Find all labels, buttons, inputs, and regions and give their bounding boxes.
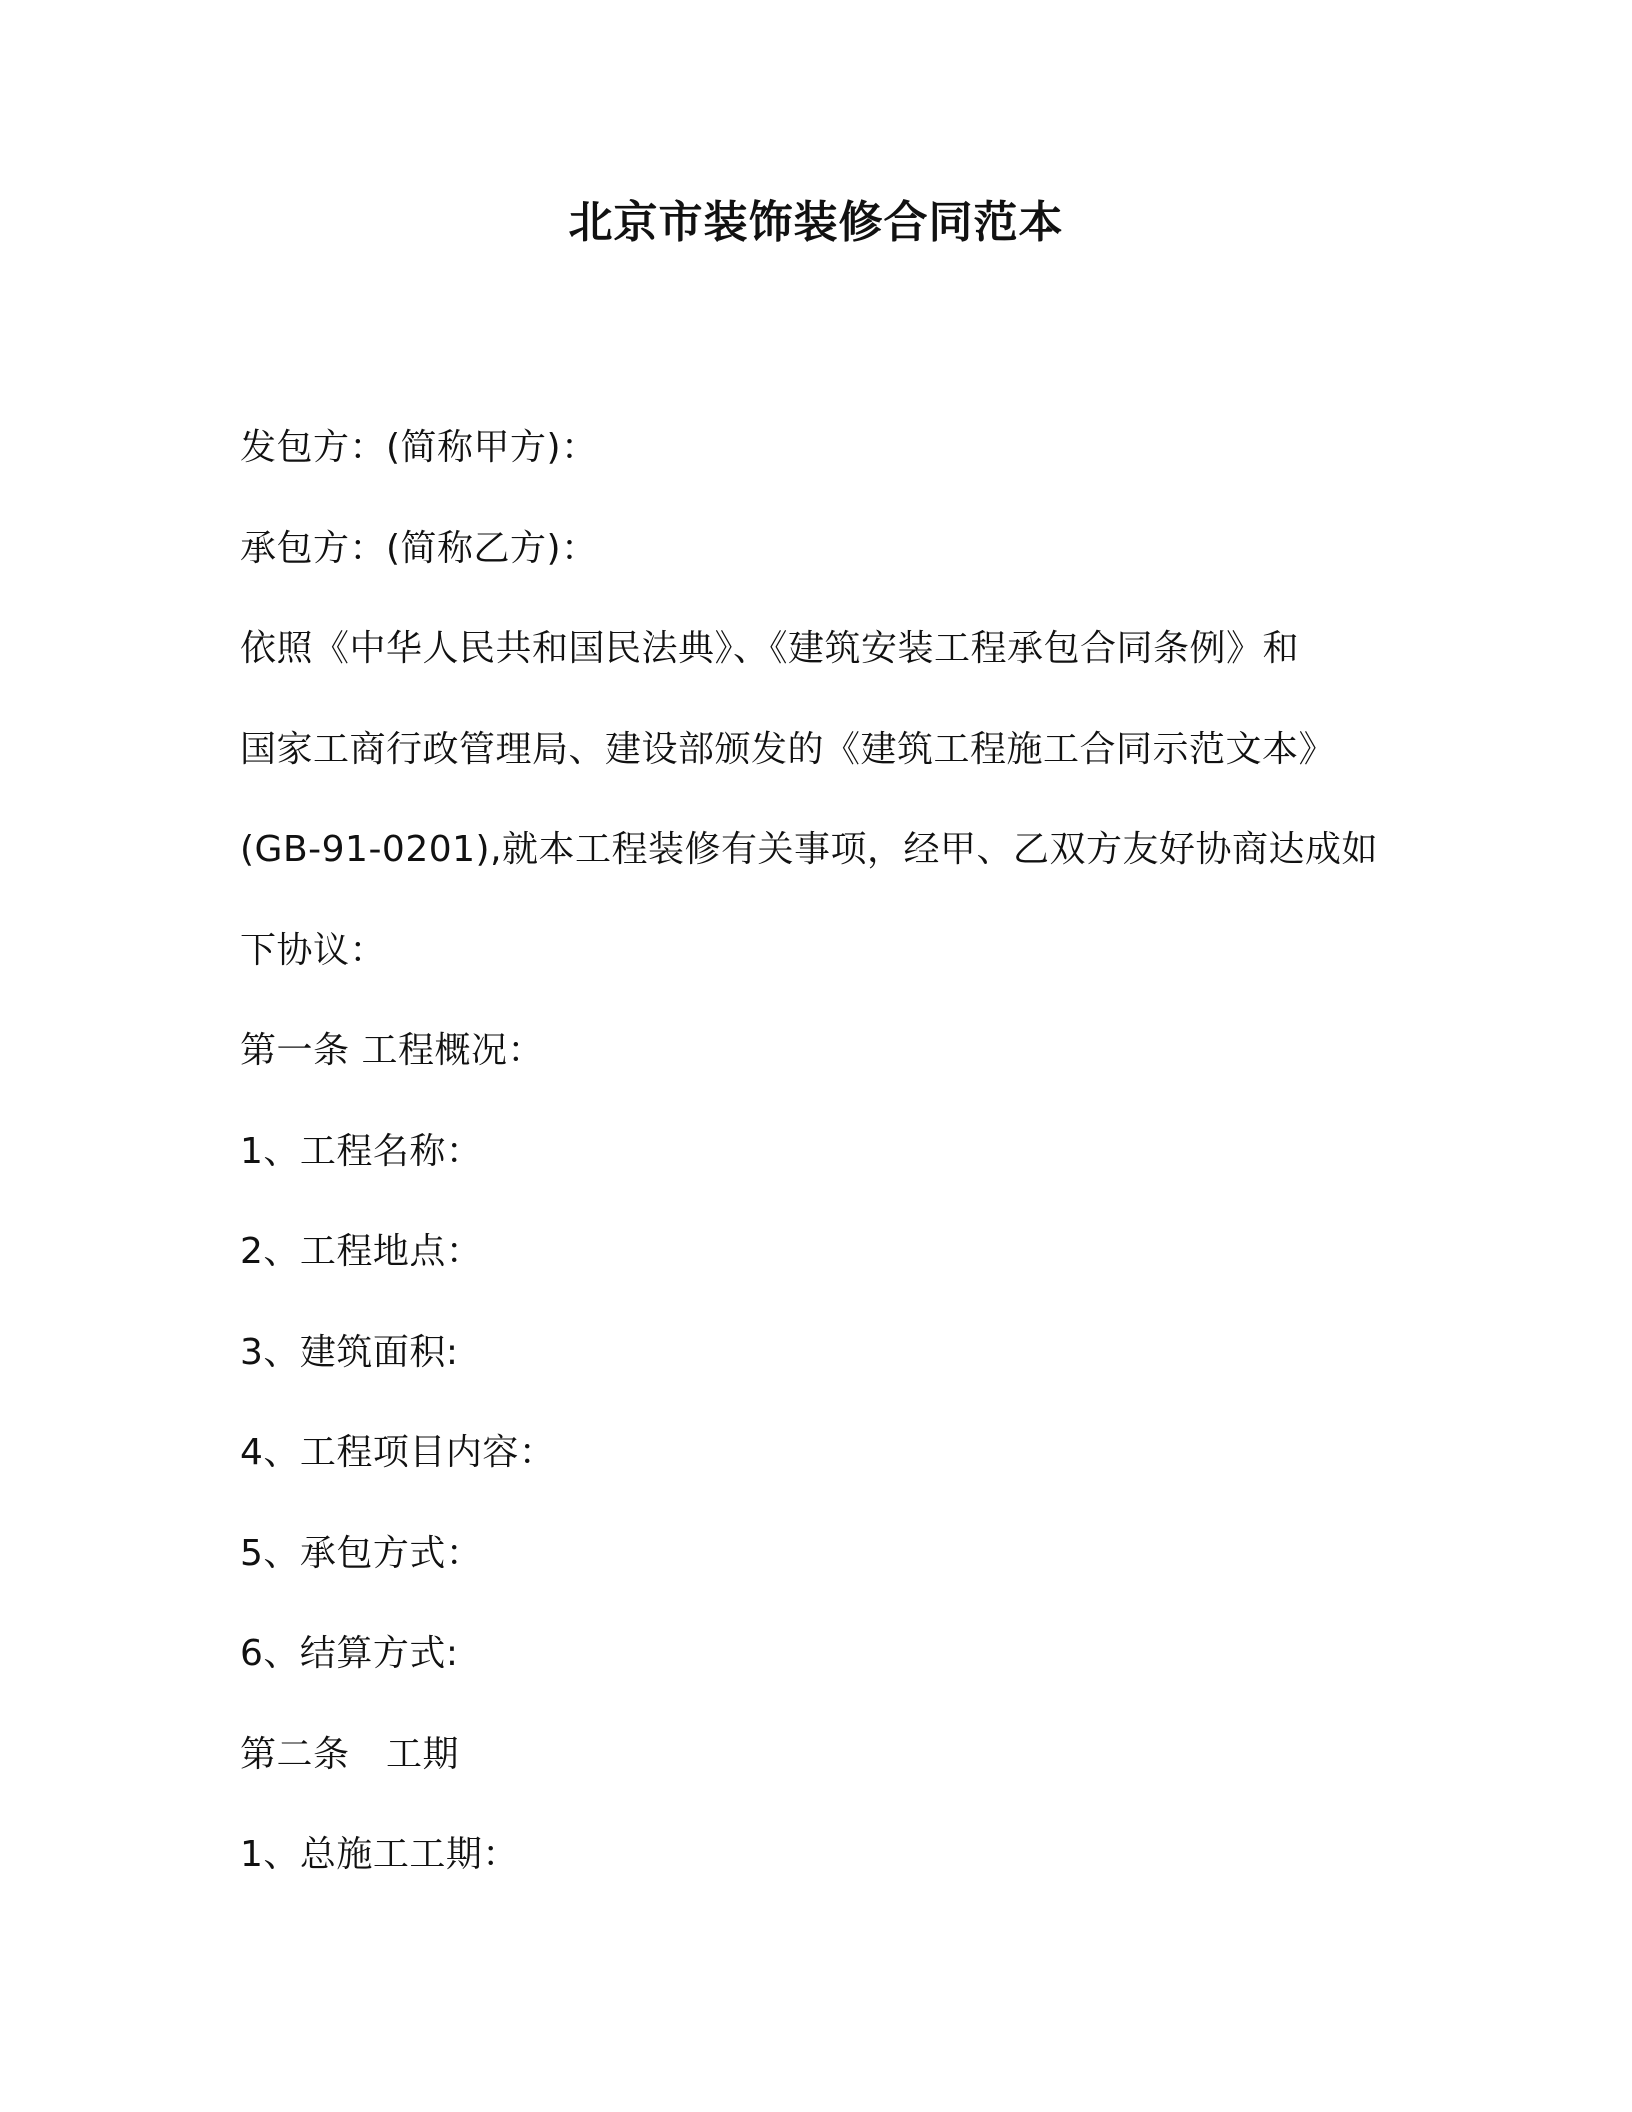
preamble-line-2: 国家工商行政管理局、建设部颁发的《建筑工程施工合同示范文本》 xyxy=(240,728,1336,770)
preamble-line-3: (GB-91-0201),就本工程装修有关事项，经甲、乙双方友好协商达成如 xyxy=(240,829,1379,870)
article-1-item-1: 1、工程名称： xyxy=(240,1130,483,1172)
party-b-line: 承包方：(简称乙方)： xyxy=(240,527,598,569)
article-1-item-4: 4、工程项目内容： xyxy=(240,1432,556,1473)
article-1-heading: 第一条 工程概况： xyxy=(240,1030,544,1071)
document-title: 北京市装饰装修合同范本 xyxy=(568,197,1064,248)
article-1-item-6: 6、结算方式: xyxy=(240,1633,459,1674)
article-2-heading: 第二条 工期 xyxy=(240,1733,460,1775)
article-2-item-1: 1、总施工工期： xyxy=(240,1834,519,1875)
party-a-line: 发包方：(简称甲方)： xyxy=(240,427,598,468)
article-1-item-5: 5、承包方式： xyxy=(240,1532,483,1574)
document-body xyxy=(240,418,1400,1926)
article-1-item-3: 3、建筑面积: xyxy=(240,1331,459,1373)
article-1-item-2: 2、工程地点： xyxy=(240,1231,483,1272)
preamble-line-4: 下协议： xyxy=(240,929,387,971)
preamble-line-1: 依照《中华人民共和国民法典》、《建筑安装工程承包合同条例》和 xyxy=(240,628,1300,669)
